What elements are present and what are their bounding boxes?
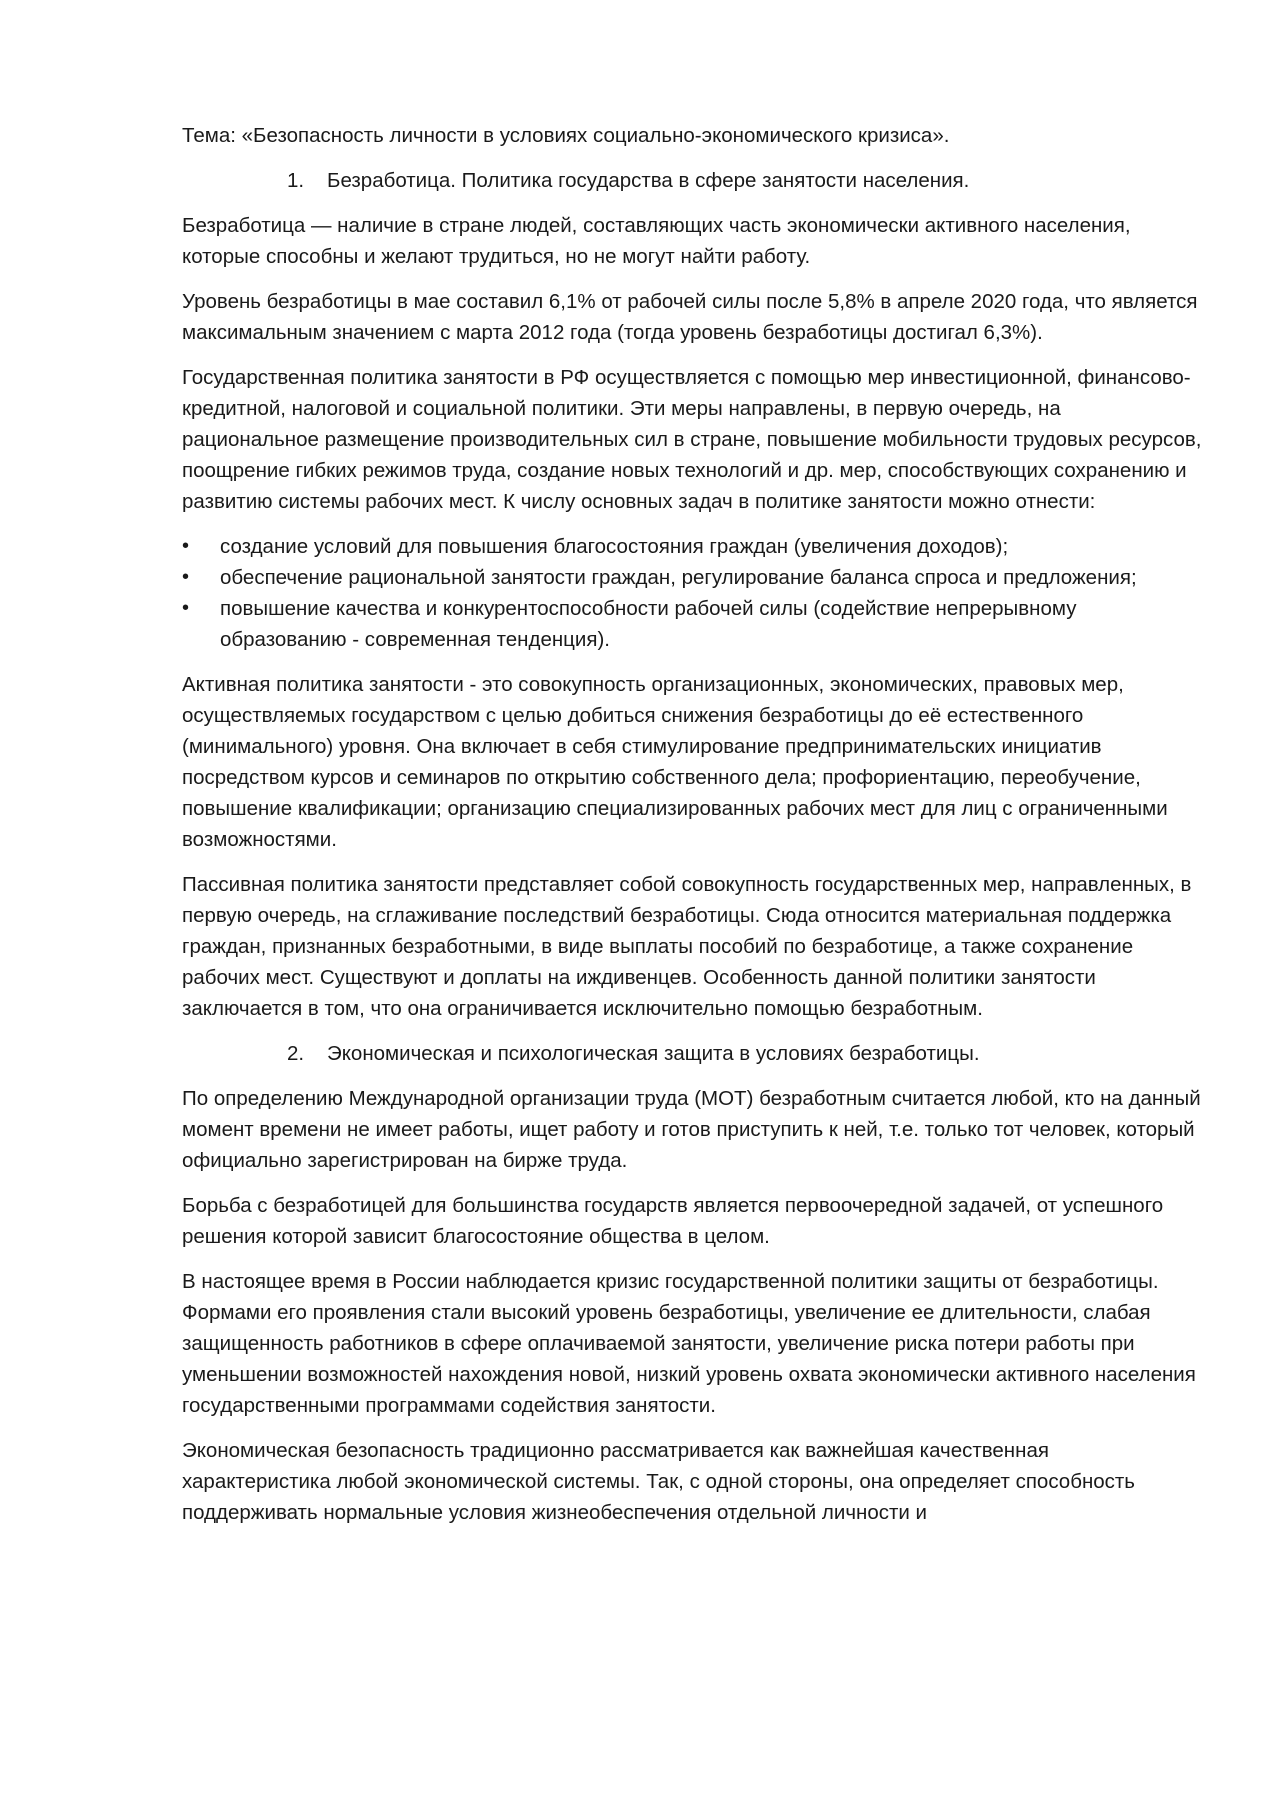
document-body [182, 120, 1202, 1542]
list-item [182, 562, 1202, 593]
list-item-text: создание условий для повышения благосостояния граждан (увеличения доходов); [220, 535, 1009, 558]
policy-tasks-list [182, 531, 1202, 655]
paragraph-ilo-definition: По определению Международной организации труда (МОТ) безработным считается любой, кто на данный момент времени не имеет работы, ищет работу и готов приступить к ней, т.е. только тот человек, который официально зарегистрирован на бирже труда. [182, 1087, 1201, 1172]
paragraph-active-policy: Активная политика занятости - это совокупность организационных, экономических, правовых мер, осуществляемых государством с целью добиться снижения безработицы до её естественного (минимального) уровня. Она включает в себя стимулирование предпринимательских инициатив посредством курсов и семинаров по открытию собственного дела; профориентацию, переобучение, повышение квалификации; организацию специализированных рабочих мест для лиц с ограниченными возможностями. [182, 673, 1168, 851]
list-item-text: обеспечение рациональной занятости граждан, регулирование баланса спроса и предложения; [220, 566, 1137, 589]
section-heading-1 [182, 165, 1202, 196]
bullet-icon: • [182, 597, 190, 619]
paragraph-passive-policy: Пассивная политика занятости представляет собой совокупность государственных мер, направленных, в первую очередь, на сглаживание последствий безработицы. Сюда относится материальная поддержка граждан, признанных безработными, в виде выплаты пособий по безработице, а также сохранение рабочих мест. Существуют и доплаты на иждивенцев. Особенность данной политики занятости заключается в том, что она ограничивается исключительно помощью безработным. [182, 873, 1192, 1020]
section-heading-2 [182, 1038, 1202, 1069]
paragraph-fight-unemployment: Борьба с безработицей для большинства государств является первоочередной задачей, от успешного решения которой зависит благосостояние общества в целом. [182, 1194, 1164, 1248]
paragraph-russia-crisis: В настоящее время в России наблюдается кризис государственной политики защиты от безработицы. Формами его проявления стали высокий уровень безработицы, увеличение ее длительности, слабая защищенность работников в сфере оплачиваемой занятости, увеличение риска потери работы при уменьшении возможностей нахождения новой, низкий уровень охвата экономически активного населения государственными программами содействия занятости. [182, 1270, 1196, 1417]
paragraph-economic-security: Экономическая безопасность традиционно рассматривается как важнейшая качественная характеристика любой экономической системы. Так, с одной стороны, она определяет способность поддерживать нормальные условия жизнеобеспечения отдельной личности и [182, 1439, 1135, 1524]
section-number-1: 1. [287, 169, 305, 192]
bullet-icon: • [182, 535, 190, 557]
section-title-1: Безработица. Политика государства в сфере занятости населения. [327, 169, 970, 192]
paragraph-employment-policy: Государственная политика занятости в РФ осуществляется с помощью мер инвестиционной, финансово-кредитной, налоговой и социальной политики. Эти меры направлены, в первую очередь, на рациональное размещение производительных сил в стране, повышение мобильности трудовых ресурсов, поощрение гибких режимов труда, создание новых технологий и др. мер, способствующих сохранению и развитию системы рабочих мест. К числу основных задач в политике занятости можно отнести: [182, 366, 1202, 513]
list-item [182, 593, 1202, 655]
bullet-icon: • [182, 566, 190, 588]
list-item-text: повышение качества и конкурентоспособности рабочей силы (содействие непрерывному образованию - современная тенденция). [220, 597, 1077, 651]
section-title-2: Экономическая и психологическая защита в условиях безработицы. [327, 1042, 980, 1065]
paragraph-unemployment-rate: Уровень безработицы в мае составил 6,1% от рабочей силы после 5,8% в апреле 2020 года, что является максимальным значением с марта 2012 года (тогда уровень безработицы достигал 6,3%). [182, 290, 1198, 344]
list-item [182, 531, 1202, 562]
paragraph-unemployment-definition: Безработица — наличие в стране людей, составляющих часть экономически активного населения, которые способны и желают трудиться, но не могут найти работу. [182, 214, 1131, 268]
section-number-2: 2. [287, 1042, 305, 1065]
topic-line: Тема: «Безопасность личности в условиях социально-экономического кризиса». [182, 124, 950, 147]
